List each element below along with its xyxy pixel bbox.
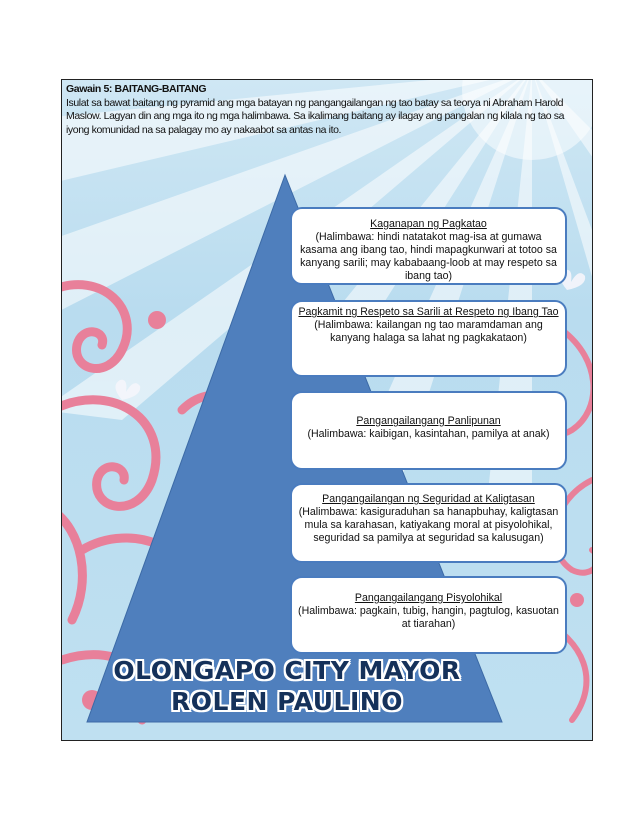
banner-line-1: OLONGAPO CITY MAYOR — [113, 656, 461, 685]
activity-description: Isulat sa bawat baitang ng pyramid ang mga batayan ng pangangailangan ng tao batay sa teorya ni Abraham Harold Maslow. Lagyan din ang mga ito ng mga halimbawa. Sa ikalimang baitang ay ilagay ang pangalan ng kilala ng tao sa iyong komunidad na sa palagay mo ay nakaabot sa antas na ito. — [66, 96, 565, 136]
banner-line-2: ROLEN PAULINO — [171, 687, 403, 716]
pyramid-level-self-actualization — [290, 207, 567, 285]
level-example: (Halimbawa: kaibigan, kasintahan, pamilya at anak) — [307, 428, 550, 440]
worksheet-frame — [61, 79, 593, 741]
pyramid-level-esteem — [290, 300, 567, 377]
level-heading: Kaganapan ng Pagkatao — [370, 218, 487, 230]
level-heading: Pangangailangang Pisyolohikal — [354, 592, 503, 604]
activity-title: Gawain 5: BAITANG-BAITANG — [66, 83, 207, 95]
level-example: (Halimbawa: kasiguraduhan sa hanapbuhay, kaligtasan mula sa karahasan, katiyakang moral at pisyolohikal, seguridad sa pamilya at seguridad sa kalusugan) — [298, 506, 559, 544]
mayor-name-banner — [102, 655, 472, 717]
level-heading: Pangangailangang Panlipunan — [356, 415, 501, 427]
level-heading: Pangangailangan ng Seguridad at Kaligtasan — [322, 493, 535, 505]
level-example: (Halimbawa: hindi natatakot mag-isa at gumawa kasama ang ibang tao, hindi mapagkunwari at totoo sa kanyang sarili; may kababaang-loob at may respeto sa ibang tao) — [300, 231, 557, 282]
pyramid-level-physiological — [290, 576, 567, 654]
level-example: (Halimbawa: pagkain, tubig, hangin, pagtulog, kasuotan at tiarahan) — [298, 605, 559, 630]
level-example: (Halimbawa: kailangan ng tao maramdaman ang kanyang halaga sa lahat ng pagkakataon) — [314, 319, 543, 344]
pyramid-level-social — [290, 391, 567, 470]
level-heading: Pagkamit ng Respeto sa Sarili at Respeto ng Ibang Tao — [298, 306, 559, 318]
pyramid-level-safety — [290, 483, 567, 563]
activity-instructions — [66, 83, 586, 137]
